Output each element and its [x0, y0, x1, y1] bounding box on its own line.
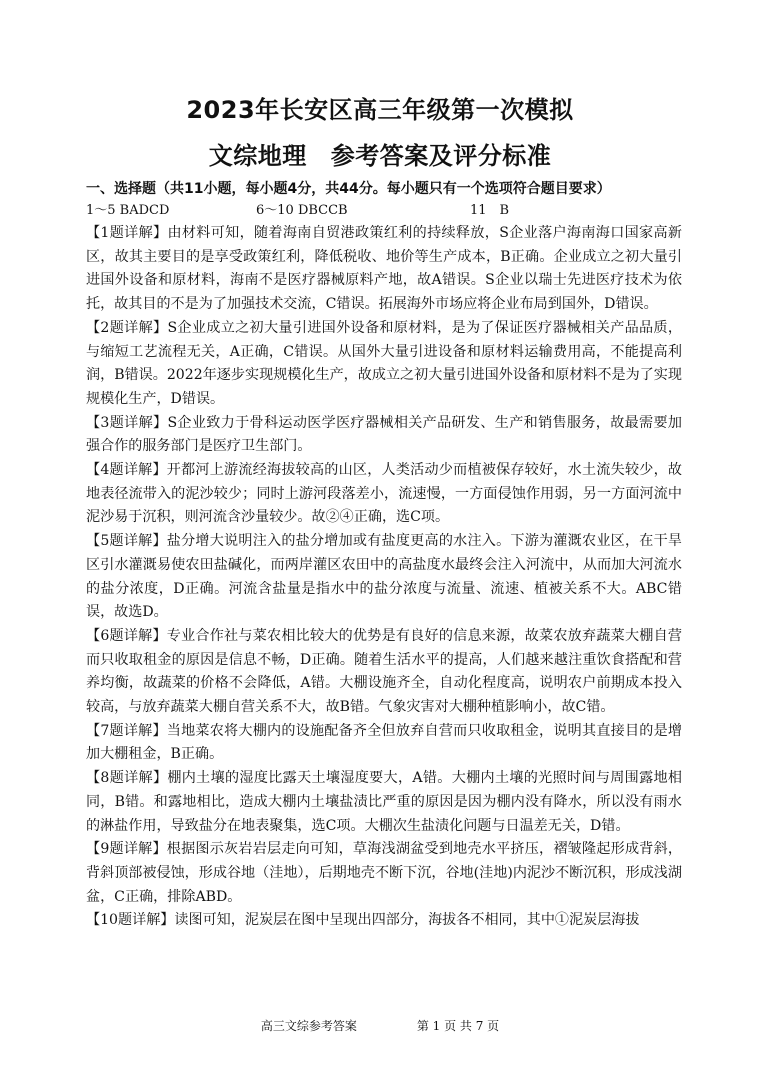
- explanation-5: [86, 530, 682, 625]
- explanation-tag: 【8题详解】: [86, 770, 168, 787]
- explanation-text: 读图可知，泥炭层在图中呈现出四部分，海拔各不相同，其中①泥炭层海拔: [174, 912, 640, 929]
- explanation-8: [86, 767, 682, 838]
- document-title: 2023年长安区高三年级第一次模拟: [186, 96, 574, 124]
- explanation-1: [86, 222, 682, 317]
- explanation-2: [86, 317, 682, 412]
- answer-key-label: 参考答案及评分标准: [330, 142, 552, 170]
- explanation-tag: 【6题详解】: [86, 627, 167, 644]
- page-number: 第 1 页 共 7 页: [416, 1019, 500, 1033]
- explanation-6: [86, 625, 682, 720]
- explanation-tag: 【9题详解】: [86, 841, 167, 858]
- explanation-tag: 【10题详解】: [86, 912, 175, 929]
- explanation-tag: 【4题详解】: [86, 462, 167, 479]
- document-subtitle: [0, 136, 760, 171]
- explanation-tag: 【3题详解】: [86, 414, 168, 431]
- answer-group-3: 11 B: [470, 203, 510, 218]
- explanation-tag: 【7题详解】: [86, 722, 167, 739]
- explanation-text: 棚内土壤的湿度比露天土壤湿度要大，A错。大棚内土壤的光照时间与周围露地相同，B错。和露地相比，造成大棚内土壤盐渍比严重的原因是因为棚内没有降水，所以没有雨水的淋盐作用，导致盐分在地表聚集，选C项。大棚次生盐渍化问题与日温差无关，D错。: [86, 770, 682, 834]
- explanation-3: [86, 412, 682, 459]
- answer-group-2: 6～10 DBCCB: [256, 203, 348, 218]
- explanation-10: [86, 909, 682, 933]
- explanation-text: S企业成立之初大量引进国外设备和原材料，是为了保证医疗器械相关产品品质，与缩短工艺流程无关，A正确，C错误。从国外大量引进设备和原材料运输费用高，不能提高利润，B错误。2022年逐步实现规模化生产，故成立之初大量引进国外设备和原材料不是为了实现规模化生产，D错误。: [86, 319, 683, 407]
- explanation-4: [86, 459, 682, 530]
- explanation-text: 开都河上游流经海拔较高的山区，人类活动少而植被保存较好，水土流失较少，故地表径流带入的泥沙较少；同时上游河段落差小，流速慢，一方面侵蚀作用弱，另一方面河流中泥沙易于沉积，则河流含沙量较少。故②④正确，选C项。: [86, 462, 682, 526]
- explanation-tag: 【2题详解】: [86, 319, 168, 336]
- footer-doc-name: 高三文综参考答案: [260, 1019, 357, 1033]
- answer-content: [86, 178, 682, 933]
- explanation-text: 专业合作社与菜农相比较大的优势是有良好的信息来源，故菜农放弃蔬菜大棚自营而只收取租金的原因是信息不畅，D正确。随着生活水平的提高，人们越来越注重饮食搭配和营养均衡，故蔬菜的价格不会降低，A错。大棚设施齐全，自动化程度高，说明农户前期成本投入较高，与放弃蔬菜大棚自营关系不大，故B错。气象灾害对大棚种植影响小，故C错。: [86, 627, 682, 716]
- explanation-text: 盐分增大说明注入的盐分增加或有盐度更高的水注入。下游为灌溉农业区，在干旱区引水灌溉易使农田盐碱化，而两岸灌区农田中的高盐度水最终会注入河流中，从而加大河流水的盐分浓度，D正确。河流含盐量是指水中的盐分浓度与流量、流速、植被关系不大。ABC错误，故选D。: [86, 533, 682, 621]
- answer-group-1: 1～5 BADCD: [86, 203, 170, 218]
- explanation-text: S企业致力于骨科运动医学医疗器械相关产品研发、生产和销售服务，故最需要加强合作的服务部门是医疗卫生部门。: [86, 414, 683, 455]
- section-heading: 一、选择题（共11小题，每小题4分，共44分。每小题只有一个选项符合题目要求）: [86, 181, 611, 197]
- explanation-tag: 【1题详解】: [86, 225, 168, 241]
- explanation-tag: 【5题详解】: [86, 533, 167, 550]
- explanation-text: 根据图示灰岩岩层走向可知，草海浅湖盆受到地壳水平挤压，褶皱隆起形成背斜，背斜顶部被侵蚀，形成谷地（洼地），后期地壳不断下沉，谷地(洼地)内泥沙不断沉积，形成浅湖盆，C正确，排除ABD。: [86, 841, 682, 905]
- explanation-text: 当地菜农将大棚内的设施配备齐全但放弃自营而只收取租金，说明其直接目的是增加大棚租金，B正确。: [86, 722, 682, 763]
- explanation-9: [86, 838, 682, 909]
- subject-label: 文综地理: [208, 142, 307, 170]
- explanation-7: [86, 720, 682, 767]
- page-footer: [0, 1018, 760, 1034]
- explanation-text: 由材料可知，随着海南自贸港政策红利的持续释放，S企业落户海南海口国家高新区，故其主要目的是享受政策红利，降低税收、地价等生产成本，B正确。企业成立之初大量引进国外设备和原材料，海南不是医疗器械原料产地，故A错误。S企业以瑞士先进医疗技术为依托，故其目的不是为了加强技术交流，C错误。拓展海外市场应将企业布局到国外，D错误。: [86, 225, 683, 313]
- answer-summary: [86, 200, 682, 222]
